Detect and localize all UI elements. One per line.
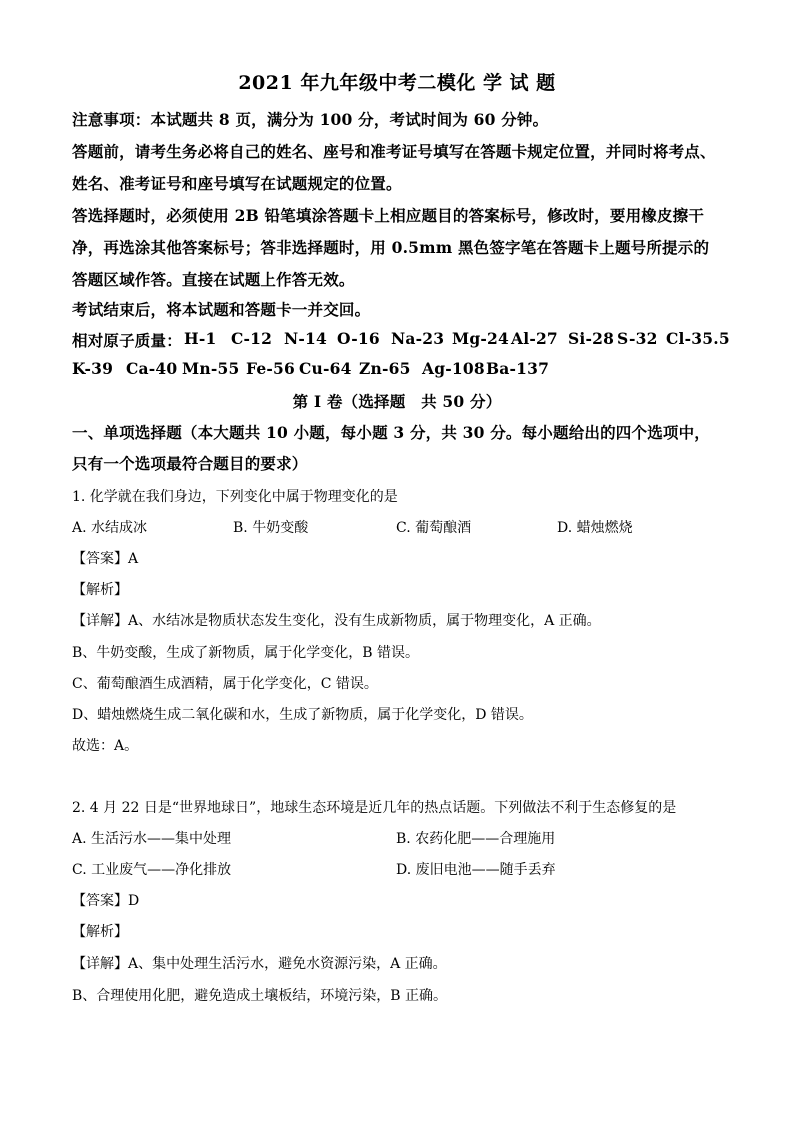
atom-ag: Ag-108 [422, 359, 485, 378]
atomic-mass-row-1 [72, 329, 182, 351]
q2-answer: 【答案】D [72, 893, 140, 909]
atom-cu: Cu-64 [299, 359, 352, 378]
q1-detail-5: 故选：A。 [72, 738, 139, 754]
atom-mn: Mn-55 [182, 359, 240, 378]
q1-detail-1: 【详解】A、水结冰是物质状态发生变化，没有生成新物质，属于物理变化，A 正确。 [72, 613, 601, 629]
notes-line-6: 答题区域作答。直接在试题上作答无效。 [72, 270, 355, 289]
q1-option-d: D. 蜡烛燃烧 [557, 520, 633, 536]
atom-al: Al-27 [511, 329, 558, 348]
q2-option-d: D. 废旧电池——随手丢弃 [396, 862, 556, 878]
atom-h-1: H-1 [184, 329, 217, 348]
q1-option-c: C. 葡萄酿酒 [396, 520, 472, 536]
atom-k: K-39 [72, 359, 114, 378]
volume-title: 第 I 卷（选择题 共 50 分） [292, 392, 502, 411]
q2-stem: 2. 4 月 22 日是“世界地球日”，地球生态环境是近几年的热点话题。下列做法不利于生态修复的是 [72, 800, 677, 816]
q2-detail-1: 【详解】A、集中处理生活污水，避免水资源污染，A 正确。 [72, 956, 447, 972]
notes-line-1: 注意事项：本试题共 8 页，满分为 100 分，考试时间为 60 分钟。 [72, 110, 549, 129]
atom-fe: Fe-56 [246, 359, 296, 378]
notes-line-2: 答题前，请考生务必将自己的姓名、座号和准考证号填写在答题卡规定位置，并同时将考点、 [72, 142, 716, 161]
notes-line-3: 姓名、准考证号和座号填写在试题规定的位置。 [72, 174, 402, 193]
atom-ba: Ba-137 [486, 359, 550, 378]
section-title-line-1: 一、单项选择题（本大题共 10 小题，每小题 3 分，共 30 分。每小题给出的四个选项中， [72, 423, 711, 442]
q1-detail-4: D、蜡烛燃烧生成二氧化碳和水，生成了新物质，属于化学变化，D 错误。 [72, 707, 533, 723]
q2-option-a: A. 生活污水——集中处理 [72, 831, 232, 847]
atom-c: C-12 [231, 329, 273, 348]
notes-line-4: 答选择题时，必须使用 2B 铅笔填涂答题卡上相应题目的答案标号，修改时，要用橡皮擦干 [72, 206, 705, 225]
q1-stem: 1. 化学就在我们身边，下列变化中属于物理变化的是 [72, 489, 398, 505]
notes-line-5: 净，再选涂其他答案标号；答非选择题时，用 0.5mm 黑色签字笔在答题卡上题号所提示的 [72, 238, 710, 257]
q2-option-b: B. 农药化肥——合理施用 [396, 831, 556, 847]
q1-detail-3: C、葡萄酿酒生成酒精，属于化学变化，C 错误。 [72, 676, 378, 692]
q1-answer: 【答案】A [72, 551, 139, 567]
atom-ca: Ca-40 [126, 359, 178, 378]
q1-option-b: B. 牛奶变酸 [233, 520, 309, 536]
q1-analysis: 【解析】 [72, 582, 128, 598]
atomic-mass-label: 相对原子质量： [72, 331, 182, 350]
atom-mg: Mg-24 [452, 329, 509, 348]
atom-cl: Cl-35.5 [666, 329, 730, 348]
atom-s: S-32 [617, 329, 658, 348]
atom-na: Na-23 [391, 329, 445, 348]
notes-line-7: 考试结束后，将本试题和答题卡一并交回。 [72, 300, 371, 319]
q2-option-c: C. 工业废气——净化排放 [72, 862, 232, 878]
atom-si: Si-28 [568, 329, 615, 348]
q2-detail-2: B、合理使用化肥，避免造成土壤板结，环境污染，B 正确。 [72, 988, 448, 1004]
atom-n: N-14 [284, 329, 327, 348]
q2-analysis: 【解析】 [72, 924, 128, 940]
atom-zn: Zn-65 [359, 359, 411, 378]
section-title-line-2: 只有一个选项最符合题目的要求） [72, 454, 308, 473]
q1-option-a: A. 水结成冰 [72, 520, 148, 536]
exam-title: 2021 年九年级中考二模化 学 试 题 [238, 72, 556, 94]
atom-o: O-16 [337, 329, 380, 348]
q1-detail-2: B、牛奶变酸，生成了新物质，属于化学变化，B 错误。 [72, 645, 420, 661]
